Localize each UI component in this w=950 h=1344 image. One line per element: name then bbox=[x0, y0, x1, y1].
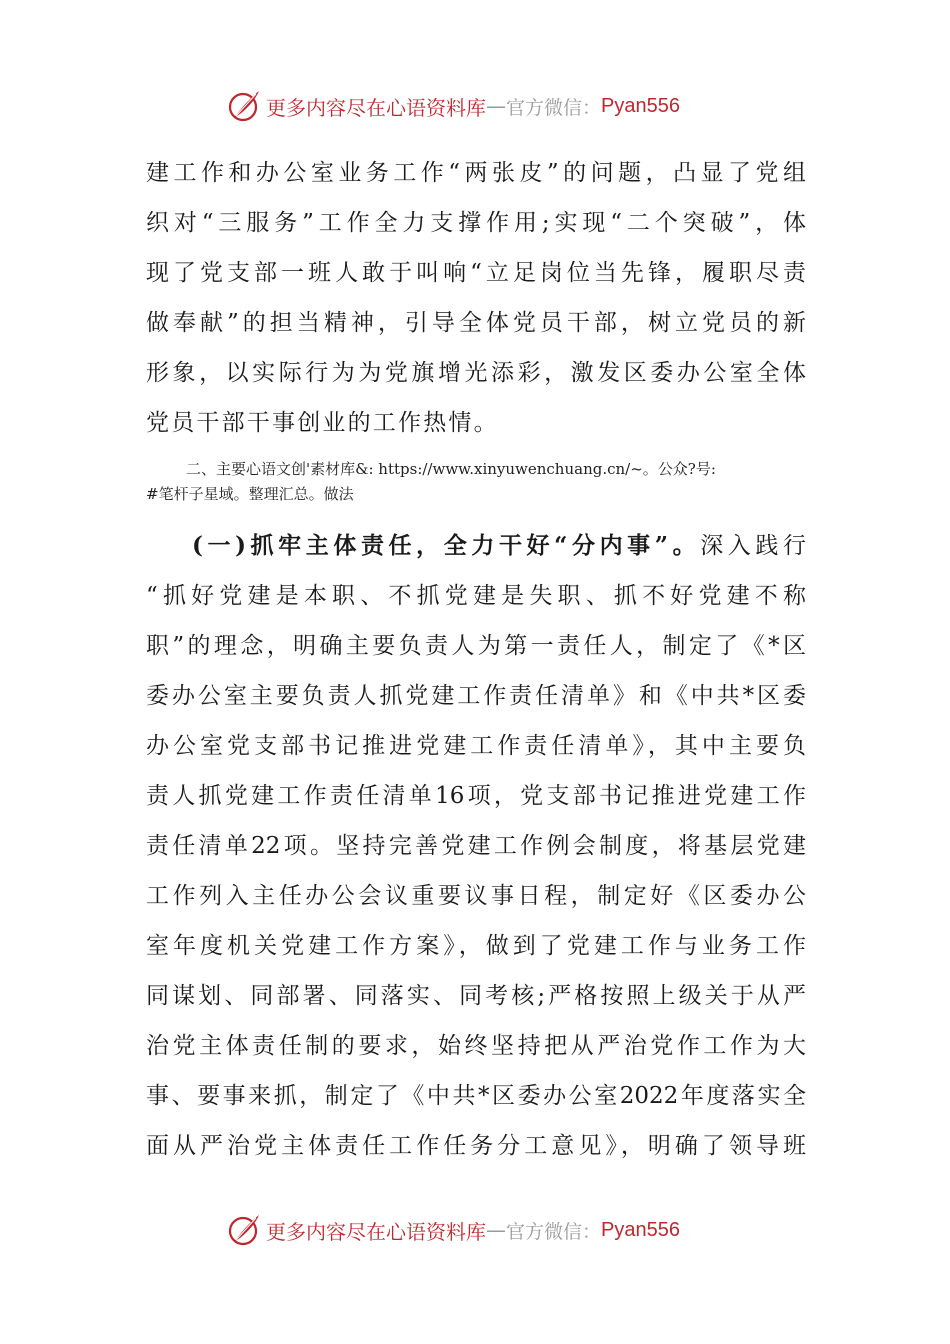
text-line: 工作列入主任办公会议重要议事日程，制定好《区委办公 bbox=[146, 883, 806, 909]
banner-wechat-label: 官方微信： bbox=[506, 96, 602, 119]
text-line: 面从严治党主体责任工作任务分工意见》，明确了领导班 bbox=[146, 1133, 806, 1159]
paragraph-continued bbox=[146, 148, 806, 448]
text-line: 建工作和办公室业务工作“两张皮”的问题，凸显了党组 bbox=[146, 160, 806, 186]
text-line: 同谋划、同部署、同落实、同考核;严格按照上级关于从严 bbox=[146, 983, 806, 1009]
text-line: 形象，以实际行为为党旗增光添彩，激发区委办公室全体 bbox=[146, 360, 806, 386]
source-note bbox=[146, 457, 826, 507]
banner-wechat-label: 官方微信： bbox=[506, 1220, 602, 1243]
text-line: 治党主体责任制的要求，始终坚持把从严治党作工作为大 bbox=[146, 1033, 806, 1059]
lead-rest: 深入践行 bbox=[700, 533, 806, 559]
banner-text: 更多内容尽在心语资料库 bbox=[266, 95, 486, 120]
header-banner bbox=[226, 86, 680, 126]
text-line: 委办公室主要负责人抓党建工作责任清单》和《中共*区委 bbox=[146, 683, 806, 709]
section-paragraph bbox=[146, 521, 806, 1171]
text-line: 织对“三服务”工作全力支撑作用;实现“二个突破”，体 bbox=[146, 210, 806, 236]
text-line: 党员干部干事创业的工作热情。 bbox=[146, 410, 499, 436]
banner-dash: — bbox=[486, 1218, 506, 1242]
text-line: “抓好党建是本职、不抓党建是失职、抓不好党建不称 bbox=[146, 583, 806, 609]
text-line: 职”的理念，明确主要负责人为第一责任人，制定了《*区 bbox=[146, 633, 806, 659]
text-line: 办公室党支部书记推进党建工作责任清单》，其中主要负 bbox=[146, 733, 806, 759]
feather-seal-icon bbox=[226, 88, 262, 124]
banner-wechat-id: Pyan556 bbox=[601, 1218, 680, 1241]
footer-banner bbox=[226, 1210, 680, 1250]
text-line: 室年度机关党建工作方案》，做到了党建工作与业务工作 bbox=[146, 933, 806, 959]
banner-wechat-id: Pyan556 bbox=[601, 94, 680, 117]
text-line: 事、要事来抓，制定了《中共*区委办公室2022年度落实全 bbox=[146, 1083, 806, 1109]
feather-seal-icon bbox=[226, 1212, 262, 1248]
text-line: 现了党支部一班人敢于叫响“立足岗位当先锋，履职尽责 bbox=[146, 260, 806, 286]
note-line-1: 二、主要心语文创'素材库&: https://www.xinyuwenchuang.cn/~。公众?号: bbox=[186, 460, 716, 478]
section-heading: (一)抓牢主体责任，全力干好“分内事”。 bbox=[192, 532, 701, 559]
banner-text: 更多内容尽在心语资料库 bbox=[266, 1219, 486, 1244]
text-line: 做奉献”的担当精神，引导全体党员干部，树立党员的新 bbox=[146, 310, 806, 336]
text-line-lead bbox=[146, 521, 806, 571]
note-line-2: #笔杆子星域。整理汇总。做法 bbox=[146, 485, 354, 503]
text-line: 责人抓党建工作责任清单16项，党支部书记推进党建工作 bbox=[146, 783, 806, 809]
text-line: 责任清单22项。坚持完善党建工作例会制度，将基层党建 bbox=[146, 833, 806, 859]
banner-dash: — bbox=[486, 94, 506, 118]
